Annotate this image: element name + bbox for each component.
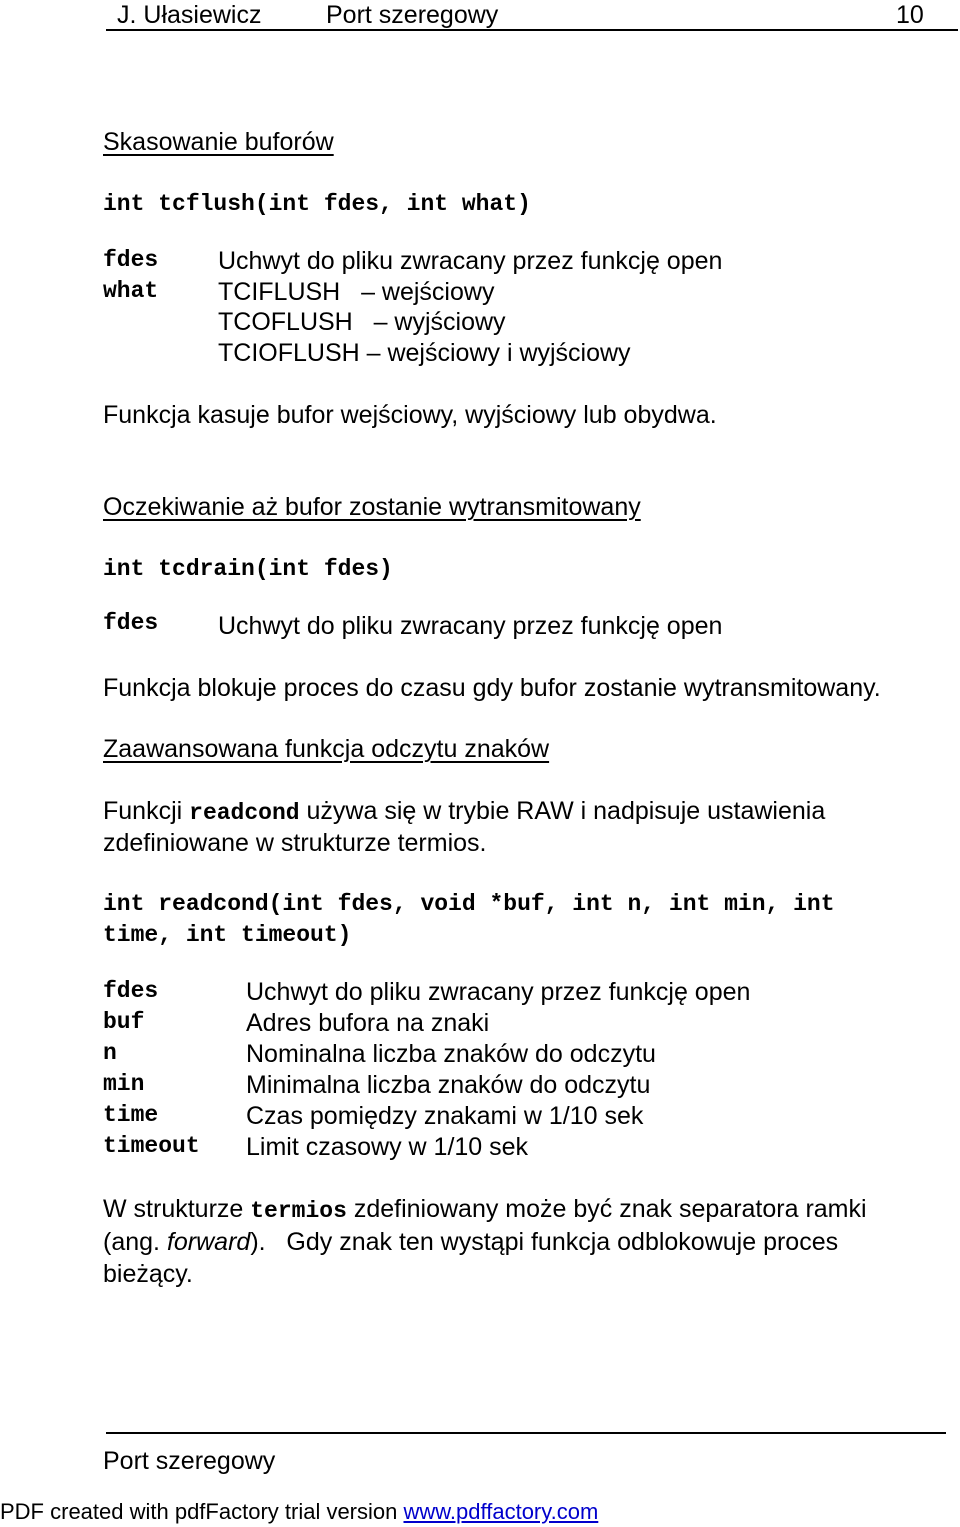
param-desc: Limit czasowy w 1/10 sek <box>246 1133 529 1161</box>
readcond-signature-line2: time, int timeout) <box>103 922 352 948</box>
closing-text: W strukturze <box>103 1195 251 1223</box>
param-desc: Adres bufora na znaki <box>246 1009 490 1037</box>
tcflush-signature: int tcflush(int fdes, int what) <box>103 191 531 217</box>
closing-line2 <box>103 1227 838 1258</box>
param-name: min <box>103 1071 145 1097</box>
what-option: TCIOFLUSH – wejściowy i wyjściowy <box>218 339 631 367</box>
closing-text: zdefiniowany może być znak separatora ramki <box>346 1195 867 1223</box>
section-heading-flush: Skasowanie buforów <box>103 128 334 156</box>
closing-line1 <box>103 1194 867 1227</box>
param-desc: Minimalna liczba znaków do odczytu <box>246 1071 651 1099</box>
param-desc: Czas pomiędzy znakami w 1/10 sek <box>246 1102 644 1130</box>
param-desc: Uchwyt do pliku zwracany przez funkcję open <box>218 247 723 275</box>
footer-title: Port szeregowy <box>103 1447 276 1475</box>
header-author: J. Ułasiewicz <box>117 1 262 29</box>
tcdrain-signature: int tcdrain(int fdes) <box>103 556 393 582</box>
section-heading-drain: Oczekiwanie aż bufor zostanie wytransmitowany <box>103 493 641 521</box>
param-name: what <box>103 278 159 304</box>
pdf-note-text: PDF created with pdfFactory trial version <box>0 1499 404 1524</box>
param-name: time <box>103 1102 159 1128</box>
closing-text: ). Gdy znak ten wystąpi funkcja odblokowuje proces <box>250 1228 839 1256</box>
readcond-intro-line2: zdefiniowane w strukturze termios. <box>103 829 487 857</box>
flush-description: Funkcja kasuje bufor wejściowy, wyjściowy lub obydwa. <box>103 401 717 429</box>
param-desc: TCIFLUSH – wejściowy <box>218 278 495 306</box>
param-desc: Uchwyt do pliku zwracany przez funkcję open <box>218 612 723 640</box>
intro-text: używa się w trybie RAW i nadpisuje ustawienia <box>299 797 826 825</box>
header-title: Port szeregowy <box>326 1 499 29</box>
closing-italic: forward <box>166 1228 251 1256</box>
what-option: TCOFLUSH – wyjściowy <box>218 308 506 336</box>
pdffactory-link[interactable]: www.pdffactory.com <box>403 1499 599 1524</box>
header-page-number: 10 <box>896 1 924 29</box>
header-rule <box>106 29 958 31</box>
intro-code: readcond <box>189 800 300 826</box>
param-desc: Nominalna liczba znaków do odczytu <box>246 1040 656 1068</box>
param-name: fdes <box>103 610 159 636</box>
param-name: fdes <box>103 978 159 1004</box>
intro-text: Funkcji <box>103 797 190 825</box>
param-name: buf <box>103 1009 145 1035</box>
readcond-signature-line1: int readcond(int fdes, void *buf, int n, int min, int <box>103 891 835 917</box>
param-name: timeout <box>103 1133 200 1159</box>
readcond-intro <box>103 796 825 829</box>
drain-description: Funkcja blokuje proces do czasu gdy bufor zostanie wytransmitowany. <box>103 674 881 702</box>
closing-line3: bieżący. <box>103 1260 193 1288</box>
section-heading-readcond: Zaawansowana funkcja odczytu znaków <box>103 735 550 763</box>
closing-code: termios <box>250 1198 347 1224</box>
pdf-note <box>0 1498 598 1526</box>
footer-rule <box>106 1432 946 1434</box>
param-desc: Uchwyt do pliku zwracany przez funkcję open <box>246 978 751 1006</box>
param-name: fdes <box>103 247 159 273</box>
param-name: n <box>103 1040 117 1066</box>
closing-text: (ang. <box>103 1228 167 1256</box>
